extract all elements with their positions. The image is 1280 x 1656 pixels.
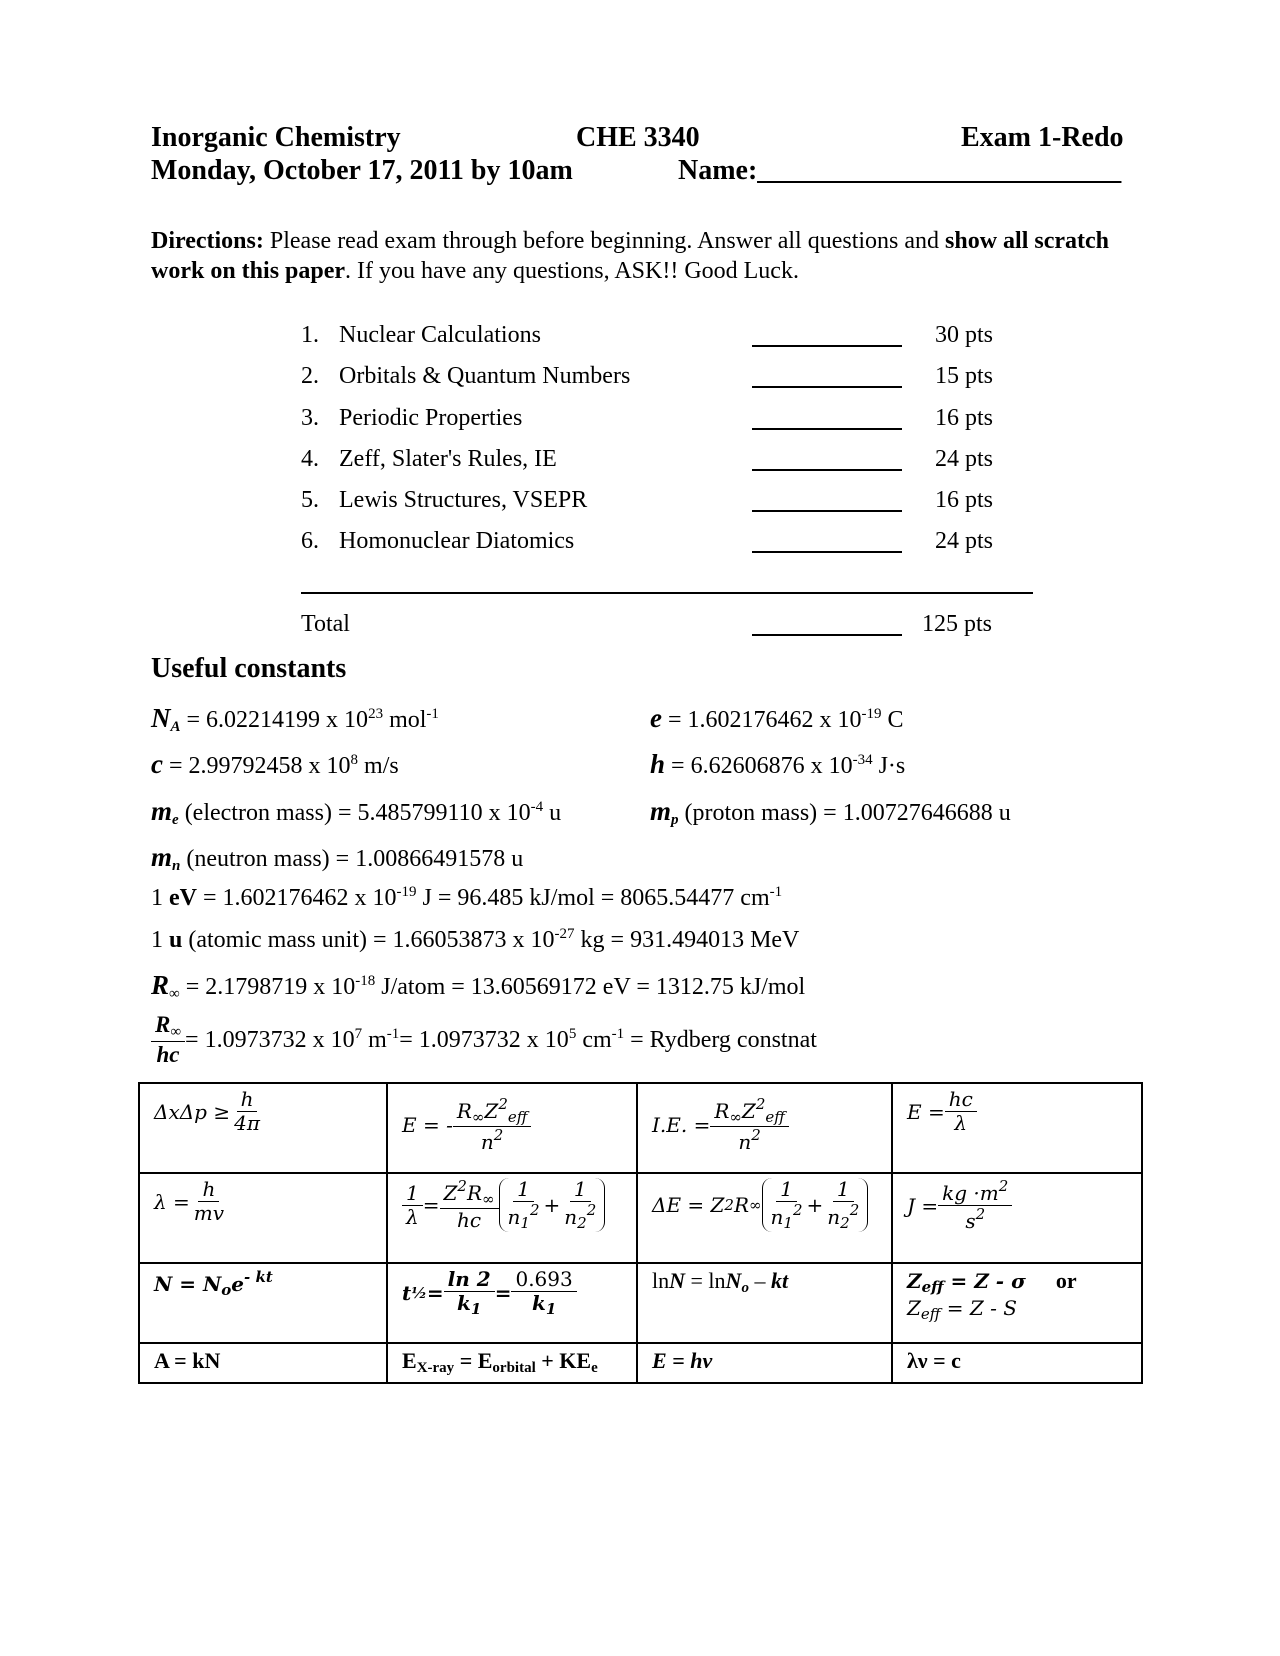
constant-atomic-mass-unit: 1 u (atomic mass unit) = 1.66053873 x $10^{-27}$ kg = 931.494013 MeV — [151, 926, 800, 953]
score-pts: 30 pts — [935, 322, 994, 348]
rydberg-fraction: $\frac{R_\infty}{hc}$ — [151, 1012, 185, 1069]
score-blank[interactable] — [752, 469, 902, 471]
constant-rydberg: $\frac{R_\infty}{hc}$ = 1.0973732 x $10^7$ $m^{-1}= 1.0973732$ x $10^5$ $cm^{-1}$ = Rydberg constnat — [151, 1012, 817, 1069]
score-num: 5. — [301, 487, 319, 513]
formula-joule: J = $\frac{kg \cdot m^2}{s^2}$ — [892, 1173, 1142, 1263]
formula-table — [138, 1082, 1143, 1384]
score-pts: 24 pts — [935, 446, 994, 472]
score-blank[interactable] — [752, 510, 902, 512]
score-topic: Orbitals & Quantum Numbers — [339, 363, 631, 389]
constant-neutron-mass: $m_n$ (neutron mass) = 1.00866491578 u — [151, 842, 524, 874]
formula-activity: A = kN — [139, 1343, 387, 1383]
score-pts: 15 pts — [935, 363, 994, 389]
formula-energy-transition: ΔE = Z 2 R ∞ $\frac{1}{n_1^2}$ + $\frac{1}{n_2^2}$ — [637, 1173, 892, 1263]
constants-title: Useful constants — [151, 653, 347, 684]
name-blank[interactable]: __________________________ — [757, 155, 1122, 186]
formula-ionization-energy: I.E. = $\frac{R_\infty Z^2_{eff}}{n^2}$ — [637, 1083, 892, 1173]
directions-emphasis: show all scratch work on this paper — [151, 228, 1110, 284]
constant-rydberg-energy: $R_\infty = 2.1798719$ x $10^{-18}$ J/atom = 13.60569172 eV = 1312.75 kJ/mol — [151, 970, 806, 1002]
score-blank[interactable] — [752, 551, 902, 553]
name-label: Name:__________________________ — [678, 155, 1122, 186]
formula-energy-level: E = - $\frac{R_\infty Z^2_{eff}}{n^2}$ — [387, 1083, 637, 1173]
formula-photon-energy: E = $\frac{hc}{\lambda}$ — [892, 1083, 1142, 1173]
constant-planck: h = 6.62606876 x $10^{-34}$ J·s — [650, 749, 906, 779]
score-num: 4. — [301, 446, 319, 472]
score-topic: Nuclear Calculations — [339, 322, 541, 348]
or-label: or — [1055, 1268, 1077, 1293]
directions: Directions: Please read exam through before beginning. Answer all questions and show all scratch work on this paper. If you have any questions, ASK!! Good Luck. — [151, 228, 1110, 284]
constant-speed-of-light: c = 2.99792458 x $10^8$ m/s — [151, 749, 399, 779]
score-topic: Homonuclear Diatomics — [339, 528, 575, 554]
directions-label: Directions: — [151, 228, 264, 254]
formula-xray-energy: $E_{X-ray} = E_{orbital} + KE_e$ — [387, 1343, 637, 1383]
score-blank[interactable] — [752, 345, 902, 347]
score-pts: 24 pts — [935, 528, 994, 554]
formula-half-life: t ½ = $\frac{\ln 2}{k_1}$ = $\frac{0.693}{k_1}$ — [387, 1263, 637, 1343]
constant-avogadro: $N_A = 6.02214199$ x $10^{23}$ mol$^{-1}$ — [151, 703, 439, 735]
score-blank[interactable] — [752, 386, 902, 388]
formula-effective-charge: $Z_{eff} = Z - \sigma$ or $Z_{eff} = Z - S$ — [892, 1263, 1142, 1343]
score-topic: Lewis Structures, VSEPR — [339, 487, 588, 513]
formula-planck-relation: E = hν — [637, 1343, 892, 1383]
formula-uncertainty: ΔxΔp ≥ $\frac{h}{4\pi}$ — [139, 1083, 387, 1173]
total-pts: 125 pts — [922, 611, 993, 637]
score-topic: Periodic Properties — [339, 405, 523, 431]
formula-de-broglie: λ = $\frac{h}{mv}$ — [139, 1173, 387, 1263]
formula-wave-relation: λν = c — [892, 1343, 1142, 1383]
course-code: CHE 3340 — [576, 122, 700, 153]
score-num: 3. — [301, 405, 319, 431]
constant-electron-volt: 1 eV = 1.602176462 x $10^{-19}$ J = 96.485 kJ/mol = 8065.54477 $cm^{-1}$ — [151, 884, 783, 911]
constant-electron-mass: $m_e$ (electron mass) = 5.485799110 x $10^{-4}$ u — [151, 796, 562, 828]
formula-decay: $N = N_oe^{- kt}$ — [139, 1263, 387, 1343]
score-num: 2. — [301, 363, 319, 389]
score-blank[interactable] — [752, 428, 902, 430]
formula-rydberg-wavelength: $\frac{1}{\lambda}$ = $\frac{Z^2R_\infty}{hc}$ $\frac{1}{n_1^2}$ + $\frac{1}{n_2^2}$ — [387, 1173, 637, 1263]
score-num: 1. — [301, 322, 319, 348]
total-divider — [301, 592, 1033, 594]
total-label: Total — [301, 611, 350, 637]
formula-log-decay: lnN = lnN$_o$ – kt — [637, 1263, 892, 1343]
score-pts: 16 pts — [935, 405, 994, 431]
course-name: Inorganic Chemistry — [151, 122, 401, 153]
score-topic: Zeff, Slater's Rules, IE — [339, 446, 557, 472]
exam-date: Monday, October 17, 2011 by 10am — [151, 155, 573, 186]
constant-proton-mass: $m_p$ (proton mass) = 1.00727646688 u — [650, 796, 1011, 828]
constant-elementary-charge: e = 1.602176462 x $10^{-19}$ C — [650, 703, 904, 733]
total-blank[interactable] — [752, 634, 902, 636]
score-pts: 16 pts — [935, 487, 994, 513]
score-num: 6. — [301, 528, 319, 554]
exam-title: Exam 1-Redo — [961, 122, 1124, 153]
